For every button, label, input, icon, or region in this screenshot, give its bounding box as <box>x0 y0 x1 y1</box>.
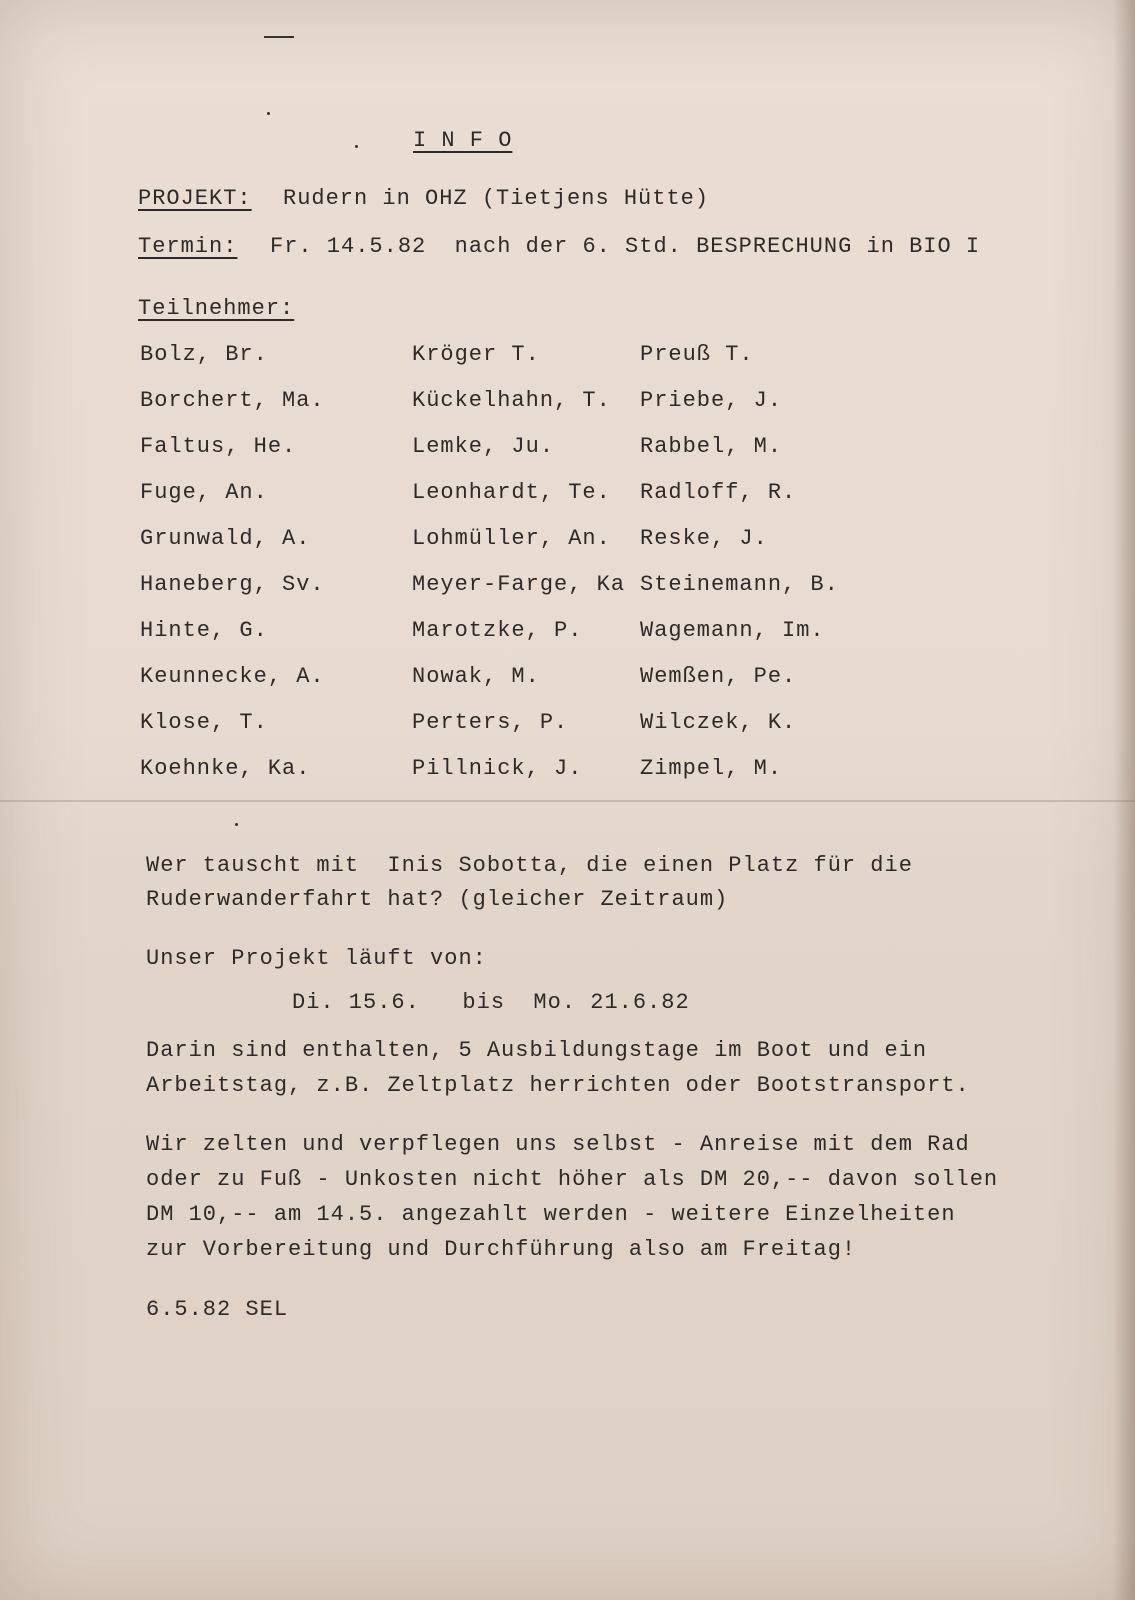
participant-name: Meyer-Farge, Ka <box>412 572 626 597</box>
participant-name: Perters, P. <box>412 710 569 735</box>
participant-name: Steinemann, B. <box>640 572 839 597</box>
participant-name: Wemßen, Pe. <box>640 664 797 689</box>
paper-edge-shadow <box>1113 0 1135 1600</box>
participant-name: Grunwald, A. <box>140 526 311 551</box>
ink-speck <box>235 823 238 826</box>
termin-value: Fr. 14.5.82 nach der 6. Std. BESPRECHUNG in BIO I <box>270 234 981 259</box>
participant-name: Wilczek, K. <box>640 710 797 735</box>
participant-name: Lemke, Ju. <box>412 434 555 459</box>
details-text-line: DM 10,-- am 14.5. angezahlt werden - weitere Einzelheiten <box>146 1202 956 1227</box>
participant-name: Borchert, Ma. <box>140 388 325 413</box>
participant-name: Fuge, An. <box>140 480 268 505</box>
participant-name: Bolz, Br. <box>140 342 268 367</box>
participant-name: Nowak, M. <box>412 664 540 689</box>
paper-fold-line <box>0 800 1135 802</box>
typed-dash-mark <box>264 36 294 38</box>
participant-name: Wagemann, Im. <box>640 618 825 643</box>
participant-name: Rabbel, M. <box>640 434 783 459</box>
participant-name: Leonhardt, Te. <box>412 480 611 505</box>
details-text-line: Wir zelten und verpflegen uns selbst - Anreise mit dem Rad <box>146 1132 970 1157</box>
participant-name: Lohmüller, An. <box>412 526 611 551</box>
participant-name: Priebe, J. <box>640 388 783 413</box>
participant-name: Koehnke, Ka. <box>140 756 311 781</box>
participant-name: Pillnick, J. <box>412 756 583 781</box>
participant-name: Kröger T. <box>412 342 540 367</box>
project-label: PROJEKT: <box>138 186 252 211</box>
details-text-line: zur Vorbereitung und Durchführung also am Freitag! <box>146 1237 857 1262</box>
document-heading: I N F O <box>413 128 513 153</box>
contents-text-line: Darin sind enthalten, 5 Ausbildungstage im Boot und ein <box>146 1038 928 1063</box>
date-signature: 6.5.82 SEL <box>146 1297 289 1322</box>
participant-name: Faltus, He. <box>140 434 297 459</box>
participant-name: Keunnecke, A. <box>140 664 325 689</box>
ink-speck <box>267 112 270 115</box>
contents-text-line: Arbeitstag, z.B. Zeltplatz herrichten oder Bootstransport. <box>146 1073 970 1098</box>
participant-name: Haneberg, Sv. <box>140 572 325 597</box>
period-range: Di. 15.6. bis Mo. 21.6.82 <box>292 990 690 1015</box>
swap-text-line: Wer tauscht mit Inis Sobotta, die einen Platz für die <box>146 853 913 878</box>
swap-text-line: Ruderwanderfahrt hat? (gleicher Zeitraum) <box>146 887 729 912</box>
participant-name: Marotzke, P. <box>412 618 583 643</box>
termin-label: Termin: <box>138 234 238 259</box>
participant-name: Klose, T. <box>140 710 268 735</box>
details-text-line: oder zu Fuß - Unkosten nicht höher als DM 20,-- davon sollen <box>146 1167 999 1192</box>
participant-name: Reske, J. <box>640 526 768 551</box>
participant-name: Zimpel, M. <box>640 756 783 781</box>
participant-name: Preuß T. <box>640 342 754 367</box>
ink-speck <box>355 145 358 148</box>
participant-name: Hinte, G. <box>140 618 268 643</box>
participants-label: Teilnehmer: <box>138 296 295 321</box>
participant-name: Kückelhahn, T. <box>412 388 611 413</box>
participant-name: Radloff, R. <box>640 480 797 505</box>
project-value: Rudern in OHZ (Tietjens Hütte) <box>283 186 710 211</box>
period-intro: Unser Projekt läuft von: <box>146 946 487 971</box>
